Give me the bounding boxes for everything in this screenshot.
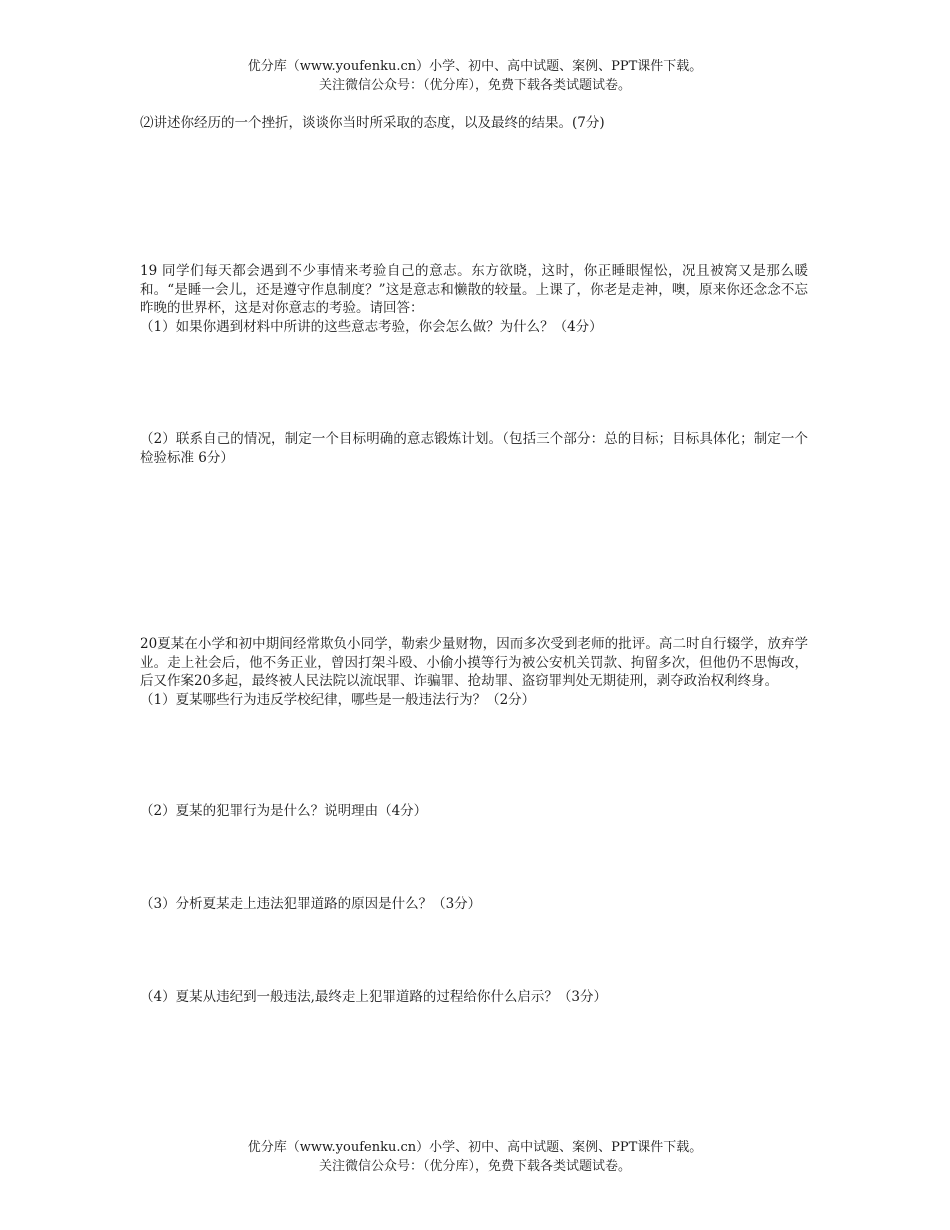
- question-20-part-3: [140, 895, 808, 914]
- page-footer: [0, 1138, 950, 1176]
- question-19-sub-1: （1）如果你遇到材料中所讲的这些意志考验，你会怎么做？为什么？（4分）: [140, 318, 603, 335]
- footer-line-1: 优分库（www.youfenku.cn）小学、初中、高中试题、案例、PPT课件下载。: [247, 1140, 703, 1155]
- header-line-2: 关注微信公众号：（优分库），免费下载各类试题试卷。: [318, 78, 631, 93]
- question-19-part-2: [140, 430, 808, 467]
- question-18-part-2: [140, 114, 808, 133]
- question-19-stem: 19 同学们每天都会遇到不少事情来考验自己的意志。东方欲晓，这时，你正睡眼惺忪，况且被窝又是那么暖和。“是睡一会儿，还是遵守作息制度？”这是意志和懒散的较量。上课了，你老是走神，噢，原来你还念念不忘昨晚的世界杯，这是对你意志的考验。请回答：: [140, 263, 808, 317]
- footer-line-2: 关注微信公众号：（优分库），免费下载各类试题试卷。: [318, 1159, 631, 1174]
- header-line-1: 优分库（www.youfenku.cn）小学、初中、高中试题、案例、PPT课件下载。: [247, 59, 703, 74]
- question-20: [140, 635, 808, 709]
- question-20-sub-2: （2）夏某的犯罪行为是什么？说明理由（4分）: [140, 803, 428, 819]
- question-18-sub-2: ⑵讲述你经历的一个挫折，谈谈你当时所采取的态度，以及最终的结果。(7分): [140, 115, 605, 131]
- question-20-part-4: [140, 988, 808, 1007]
- question-19-sub-2: （2）联系自己的情况，制定一个目标明确的意志锻炼计划。（包括三个部分：总的目标；目标具体化；制定一个检验标准 6分）: [140, 431, 808, 466]
- question-20-sub-1: （1）夏某哪些行为违反学校纪律，哪些是一般违法行为？（2分）: [140, 691, 536, 708]
- question-20-stem: 20夏某在小学和初中期间经常欺负小同学，勒索少量财物，因而多次受到老师的批评。高二时自行辍学，放弃学业。走上社会后，他不务正业，曾因打架斗殴、小偷小摸等行为被公安机关罚款、拘留多次，但他仍不思悔改，后又作案20多起，最终被人民法院以流氓罪、诈骗罪、抢劫罪、盗窃罪判处无期徒刑，剥夺政治权利终身。: [140, 636, 808, 690]
- question-20-sub-3: （3）分析夏某走上违法犯罪道路的原因是什么？（3分）: [140, 896, 482, 912]
- page-header: [0, 57, 950, 95]
- question-20-part-2: [140, 802, 808, 821]
- question-20-sub-4: （4）夏某从违纪到一般违法,最终走上犯罪道路的过程给你什么启示？（3分）: [140, 989, 607, 1005]
- question-19: [140, 262, 808, 336]
